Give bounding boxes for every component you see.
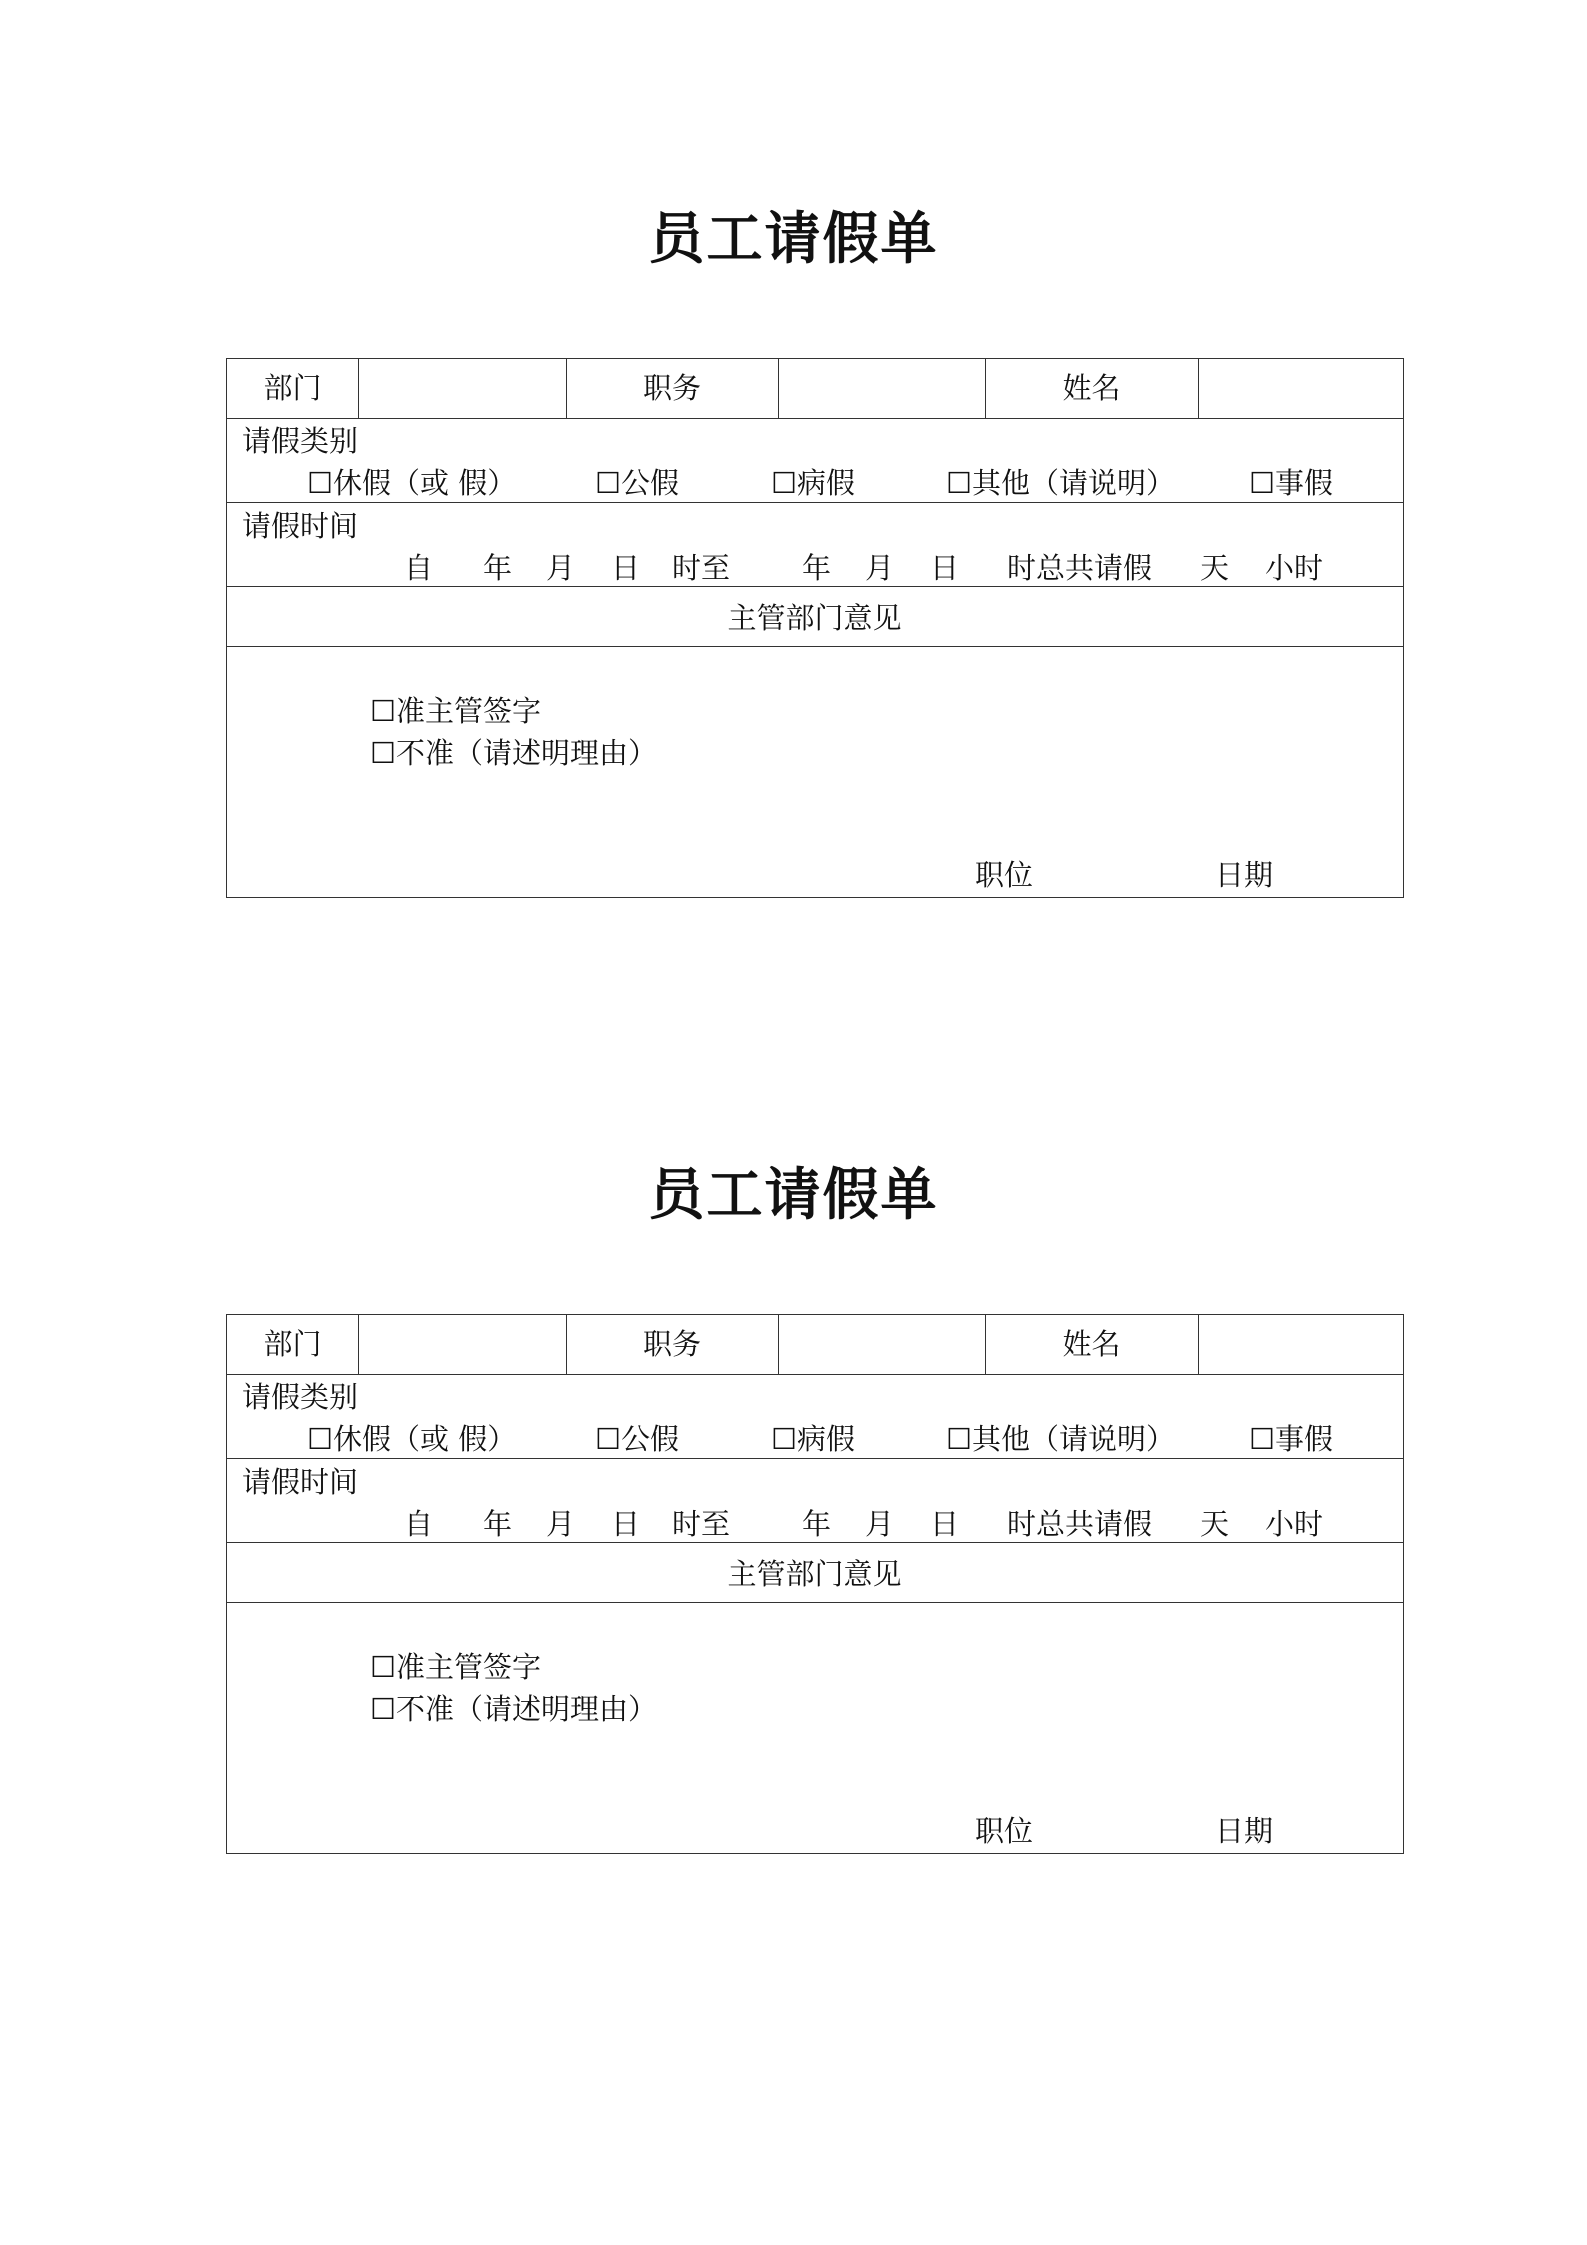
leave-form-1 — [0, 0, 1587, 960]
option-personal-leave[interactable]: ☐事假 — [1249, 1422, 1333, 1456]
time-hour-to: 时至 — [672, 1507, 731, 1541]
name-label: 姓名 — [1062, 371, 1121, 405]
leave-type-label: 请假类别 — [242, 1380, 359, 1414]
divider — [778, 359, 779, 418]
form-title: 员工请假单 — [648, 1163, 939, 1228]
option-other[interactable]: ☐其他（请说明） — [946, 466, 1175, 500]
time-month: 月 — [865, 1507, 895, 1541]
divider — [1198, 359, 1199, 418]
time-from: 自 — [404, 1507, 434, 1541]
option-public-leave[interactable]: ☐公假 — [595, 1422, 679, 1456]
option-other[interactable]: ☐其他（请说明） — [946, 1422, 1175, 1456]
time-hours: 小时 — [1265, 1507, 1324, 1541]
time-day: 日 — [611, 1507, 641, 1541]
option-public-leave[interactable]: ☐公假 — [595, 466, 679, 500]
time-year: 年 — [483, 1507, 513, 1541]
position-field[interactable] — [780, 361, 983, 416]
date-label: 日期 — [1215, 858, 1274, 892]
dept-label: 部门 — [263, 371, 322, 405]
time-days: 天 — [1200, 551, 1230, 585]
time-year: 年 — [802, 1507, 832, 1541]
opinion-header: 主管部门意见 — [727, 1557, 902, 1591]
time-year: 年 — [483, 551, 513, 585]
position-label: 职务 — [642, 371, 701, 405]
form-title: 员工请假单 — [648, 207, 939, 272]
reject-option[interactable]: ☐不准（请述明理由） — [370, 1692, 657, 1726]
dept-label: 部门 — [263, 1327, 322, 1361]
divider — [227, 646, 1403, 647]
time-hours: 小时 — [1265, 551, 1324, 585]
opinion-header: 主管部门意见 — [727, 601, 902, 635]
time-month: 月 — [546, 1507, 576, 1541]
name-label: 姓名 — [1062, 1327, 1121, 1361]
option-sick-leave[interactable]: ☐病假 — [771, 1422, 855, 1456]
time-month: 月 — [546, 551, 576, 585]
time-days: 天 — [1200, 1507, 1230, 1541]
position-field[interactable] — [780, 1317, 983, 1372]
reject-option[interactable]: ☐不准（请述明理由） — [370, 736, 657, 770]
leave-form-2 — [0, 956, 1587, 1916]
date-label: 日期 — [1215, 1814, 1274, 1848]
option-personal-leave[interactable]: ☐事假 — [1249, 466, 1333, 500]
divider — [1198, 1315, 1199, 1374]
leave-time-label: 请假时间 — [242, 1465, 359, 1499]
time-total: 时总共请假 — [1007, 551, 1153, 585]
divider — [358, 1315, 359, 1374]
divider — [227, 418, 1403, 419]
leave-type-label: 请假类别 — [242, 424, 359, 458]
signer-position-label: 职位 — [975, 858, 1034, 892]
dept-field[interactable] — [360, 1317, 564, 1372]
position-label: 职务 — [642, 1327, 701, 1361]
form-table — [226, 358, 1404, 898]
divider — [227, 502, 1403, 503]
divider — [358, 359, 359, 418]
approve-option[interactable]: ☐准主管签字 — [370, 1650, 541, 1684]
time-hour-to: 时至 — [672, 551, 731, 585]
time-year: 年 — [802, 551, 832, 585]
time-total: 时总共请假 — [1007, 1507, 1153, 1541]
time-day: 日 — [930, 1507, 960, 1541]
leave-time-label: 请假时间 — [242, 509, 359, 543]
divider — [227, 1602, 1403, 1603]
dept-field[interactable] — [360, 361, 564, 416]
signer-position-label: 职位 — [975, 1814, 1034, 1848]
divider — [227, 1374, 1403, 1375]
time-from: 自 — [404, 551, 434, 585]
divider — [227, 1458, 1403, 1459]
time-month: 月 — [865, 551, 895, 585]
approve-option[interactable]: ☐准主管签字 — [370, 694, 541, 728]
form-table — [226, 1314, 1404, 1854]
option-vacation[interactable]: ☐休假（或 假） — [307, 1422, 517, 1456]
divider — [227, 586, 1403, 587]
divider — [227, 1542, 1403, 1543]
option-vacation[interactable]: ☐休假（或 假） — [307, 466, 517, 500]
divider — [778, 1315, 779, 1374]
time-day: 日 — [930, 551, 960, 585]
name-field[interactable] — [1200, 1317, 1400, 1372]
option-sick-leave[interactable]: ☐病假 — [771, 466, 855, 500]
time-day: 日 — [611, 551, 641, 585]
name-field[interactable] — [1200, 361, 1400, 416]
